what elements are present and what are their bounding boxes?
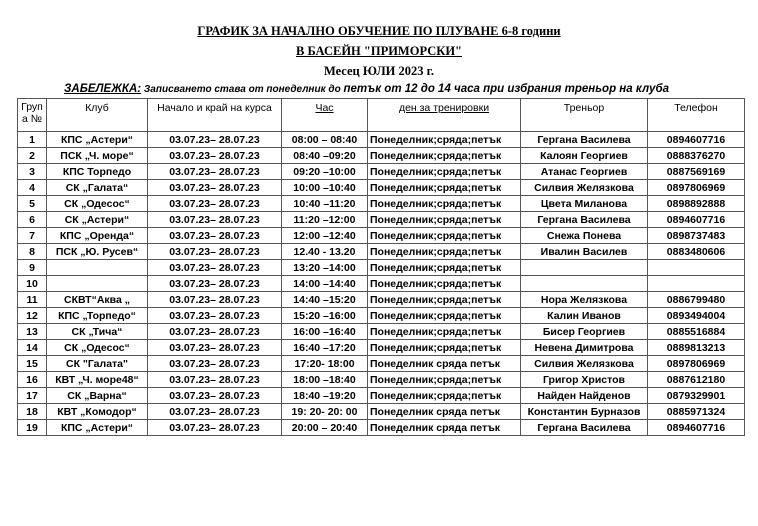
- cell-time: 16:00 –16:40: [282, 324, 368, 340]
- cell-club: [47, 276, 148, 292]
- cell-period: 03.07.23– 28.07.23: [148, 244, 282, 260]
- table-row: [18, 388, 745, 404]
- cell-phone: 0897806969: [648, 180, 745, 196]
- cell-phone: 0885971324: [648, 404, 745, 420]
- cell-coach: Силвия Желязкова: [521, 180, 648, 196]
- cell-club: КПС „Торпедо“: [47, 308, 148, 324]
- cell-days: Понеделник;сряда;петък: [368, 212, 521, 228]
- table-row: [18, 180, 745, 196]
- cell-period: 03.07.23– 28.07.23: [148, 180, 282, 196]
- cell-time: 10:40 –11:20: [282, 196, 368, 212]
- cell-period: 03.07.23– 28.07.23: [148, 276, 282, 292]
- cell-phone: 0888376270: [648, 148, 745, 164]
- cell-period: 03.07.23– 28.07.23: [148, 404, 282, 420]
- cell-days: Понеделник сряда петък: [368, 404, 521, 420]
- cell-phone: [648, 276, 745, 292]
- cell-days: Понеделник;сряда;петък: [368, 324, 521, 340]
- cell-club: СК „Одесос“: [47, 340, 148, 356]
- note-label: ЗАБЕЛЕЖКА:: [64, 83, 142, 95]
- cell-time: 18:00 –18:40: [282, 372, 368, 388]
- cell-phone: 0898892888: [648, 196, 745, 212]
- cell-time: 20:00 – 20:40: [282, 420, 368, 436]
- cell-group-no: 4: [18, 180, 47, 196]
- header-period: Начало и край на курса: [148, 99, 282, 132]
- table-row: [18, 292, 745, 308]
- table-row: [18, 372, 745, 388]
- cell-group-no: 2: [18, 148, 47, 164]
- cell-time: 19: 20- 20: 00: [282, 404, 368, 420]
- cell-days: Понеделник;сряда;петък: [368, 260, 521, 276]
- cell-group-no: 10: [18, 276, 47, 292]
- note-text: петък от 12 до 14 часа при избрания треньор на клуба: [343, 83, 669, 95]
- table-row: [18, 164, 745, 180]
- cell-group-no: 17: [18, 388, 47, 404]
- cell-period: 03.07.23– 28.07.23: [148, 164, 282, 180]
- cell-phone: [648, 260, 745, 276]
- table-row: [18, 356, 745, 372]
- cell-days: Понеделник;сряда;петък: [368, 164, 521, 180]
- cell-club: СКВТ“Аква „: [47, 292, 148, 308]
- cell-group-no: 14: [18, 340, 47, 356]
- cell-coach: Калин Иванов: [521, 308, 648, 324]
- cell-days: Понеделник;сряда;петък: [368, 292, 521, 308]
- cell-club: КПС „Астери“: [47, 420, 148, 436]
- cell-coach: Бисер Георгиев: [521, 324, 648, 340]
- cell-coach: Цвета Миланова: [521, 196, 648, 212]
- cell-time: 16:40 –17:20: [282, 340, 368, 356]
- cell-period: 03.07.23– 28.07.23: [148, 292, 282, 308]
- cell-phone: 0887569169: [648, 164, 745, 180]
- cell-coach: Гергана Василева: [521, 212, 648, 228]
- cell-club: КПС Торпедо: [47, 164, 148, 180]
- table-row: [18, 212, 745, 228]
- cell-days: Понеделник;сряда;петък: [368, 228, 521, 244]
- cell-coach: Невена Димитрова: [521, 340, 648, 356]
- cell-coach: Нора Желязкова: [521, 292, 648, 308]
- title-line-1: ГРАФИК ЗА НАЧАЛНО ОБУЧЕНИЕ ПО ПЛУВАНЕ 6-8 години: [197, 24, 561, 38]
- cell-period: 03.07.23– 28.07.23: [148, 340, 282, 356]
- cell-group-no: 1: [18, 132, 47, 148]
- cell-period: 03.07.23– 28.07.23: [148, 372, 282, 388]
- cell-phone: 0894607716: [648, 420, 745, 436]
- cell-group-no: 13: [18, 324, 47, 340]
- table-row: [18, 244, 745, 260]
- cell-group-no: 8: [18, 244, 47, 260]
- cell-days: Понеделник;сряда;петък: [368, 180, 521, 196]
- cell-time: 12:00 –12:40: [282, 228, 368, 244]
- cell-phone: 0887612180: [648, 372, 745, 388]
- table-row: [18, 404, 745, 420]
- cell-coach: Найден Найденов: [521, 388, 648, 404]
- cell-group-no: 9: [18, 260, 47, 276]
- cell-time: 17:20- 18:00: [282, 356, 368, 372]
- table-row: [18, 132, 745, 148]
- cell-time: 08:00 – 08:40: [282, 132, 368, 148]
- cell-period: 03.07.23– 28.07.23: [148, 308, 282, 324]
- cell-group-no: 19: [18, 420, 47, 436]
- cell-time: 15:20 –16:00: [282, 308, 368, 324]
- cell-group-no: 3: [18, 164, 47, 180]
- note: [64, 83, 669, 95]
- cell-period: 03.07.23– 28.07.23: [148, 260, 282, 276]
- cell-time: 08:40 –09:20: [282, 148, 368, 164]
- cell-group-no: 11: [18, 292, 47, 308]
- table-row: [18, 340, 745, 356]
- cell-club: ПСК „Ч. море“: [47, 148, 148, 164]
- cell-days: Понеделник;сряда;петък: [368, 388, 521, 404]
- cell-days: Понеделник;сряда;петък: [368, 276, 521, 292]
- title-line-2: В БАСЕЙН "ПРИМОРСКИ": [296, 44, 462, 58]
- cell-club: КПС „Астери“: [47, 132, 148, 148]
- header-club: Клуб: [47, 99, 148, 132]
- cell-days: Понеделник;сряда;петък: [368, 340, 521, 356]
- cell-coach: Константин Бурназов: [521, 404, 648, 420]
- cell-club: СК „Астери“: [47, 212, 148, 228]
- cell-club: СК „Варна“: [47, 388, 148, 404]
- cell-time: 18:40 –19:20: [282, 388, 368, 404]
- cell-coach: Ивалин Василев: [521, 244, 648, 260]
- cell-time: 14:00 –14:40: [282, 276, 368, 292]
- cell-coach: [521, 276, 648, 292]
- table-row: [18, 324, 745, 340]
- cell-club: КВТ „Комодор“: [47, 404, 148, 420]
- cell-days: Понеделник сряда петък: [368, 356, 521, 372]
- cell-coach: Силвия Желязкова: [521, 356, 648, 372]
- table-row: [18, 276, 745, 292]
- cell-phone: 0886799480: [648, 292, 745, 308]
- cell-club: СК „Одесос“: [47, 196, 148, 212]
- table-row: [18, 420, 745, 436]
- cell-time: 09:20 –10:00: [282, 164, 368, 180]
- cell-coach: Снежа Понева: [521, 228, 648, 244]
- cell-phone: 0889813213: [648, 340, 745, 356]
- cell-time: 10:00 –10:40: [282, 180, 368, 196]
- cell-club: СК „Галата“: [47, 180, 148, 196]
- cell-phone: 0897806969: [648, 356, 745, 372]
- cell-group-no: 6: [18, 212, 47, 228]
- cell-period: 03.07.23– 28.07.23: [148, 420, 282, 436]
- cell-coach: Григор Христов: [521, 372, 648, 388]
- cell-coach: Калоян Георгиев: [521, 148, 648, 164]
- cell-phone: 0893494004: [648, 308, 745, 324]
- cell-time: 11:20 –12:00: [282, 212, 368, 228]
- cell-phone: 0898737483: [648, 228, 745, 244]
- cell-group-no: 7: [18, 228, 47, 244]
- cell-days: Понеделник;сряда;петък: [368, 244, 521, 260]
- table-row: [18, 308, 745, 324]
- cell-days: Понеделник;сряда;петък: [368, 196, 521, 212]
- table-row: [18, 228, 745, 244]
- cell-time: 14:40 –15:20: [282, 292, 368, 308]
- cell-period: 03.07.23– 28.07.23: [148, 148, 282, 164]
- cell-group-no: 12: [18, 308, 47, 324]
- cell-days: Понеделник;сряда;петък: [368, 148, 521, 164]
- header-days: ден за тренировки: [368, 99, 521, 132]
- cell-period: 03.07.23– 28.07.23: [148, 228, 282, 244]
- cell-group-no: 15: [18, 356, 47, 372]
- cell-club: [47, 260, 148, 276]
- header-coach: Треньор: [521, 99, 648, 132]
- table-row: [18, 260, 745, 276]
- cell-coach: [521, 260, 648, 276]
- cell-phone: 0879329901: [648, 388, 745, 404]
- cell-period: 03.07.23– 28.07.23: [148, 324, 282, 340]
- cell-coach: Гергана Василева: [521, 420, 648, 436]
- title-line-3: Месец ЮЛИ 2023 г.: [323, 64, 435, 78]
- cell-coach: Гергана Василева: [521, 132, 648, 148]
- cell-group-no: 18: [18, 404, 47, 420]
- table-row: [18, 196, 745, 212]
- cell-time: 12.40 - 13.20: [282, 244, 368, 260]
- table-row: [18, 148, 745, 164]
- cell-days: Понеделник;сряда;петък: [368, 132, 521, 148]
- cell-coach: Атанас Георгиев: [521, 164, 648, 180]
- cell-days: Понеделник;сряда;петък: [368, 372, 521, 388]
- cell-club: ПСК „Ю. Русев“: [47, 244, 148, 260]
- cell-club: КВТ „Ч. море48“: [47, 372, 148, 388]
- cell-club: СК „Тича“: [47, 324, 148, 340]
- header-group: Груп а №: [18, 99, 47, 132]
- cell-days: Понеделник сряда петък: [368, 420, 521, 436]
- header-row: [18, 99, 745, 132]
- schedule-table: [17, 98, 745, 436]
- cell-period: 03.07.23– 28.07.23: [148, 388, 282, 404]
- cell-group-no: 5: [18, 196, 47, 212]
- cell-phone: 0894607716: [648, 132, 745, 148]
- cell-period: 03.07.23– 28.07.23: [148, 132, 282, 148]
- cell-days: Понеделник;сряда;петък: [368, 308, 521, 324]
- cell-club: КПС „Оренда“: [47, 228, 148, 244]
- cell-phone: 0894607716: [648, 212, 745, 228]
- cell-phone: 0883480606: [648, 244, 745, 260]
- cell-period: 03.07.23– 28.07.23: [148, 196, 282, 212]
- cell-time: 13:20 –14:00: [282, 260, 368, 276]
- header-phone: Телефон: [648, 99, 745, 132]
- note-small-text: Записването става от понеделник до: [141, 84, 344, 95]
- cell-period: 03.07.23– 28.07.23: [148, 212, 282, 228]
- cell-phone: 0885516884: [648, 324, 745, 340]
- cell-club: СК "Галата": [47, 356, 148, 372]
- header-time: Час: [282, 99, 368, 132]
- cell-group-no: 16: [18, 372, 47, 388]
- cell-period: 03.07.23– 28.07.23: [148, 356, 282, 372]
